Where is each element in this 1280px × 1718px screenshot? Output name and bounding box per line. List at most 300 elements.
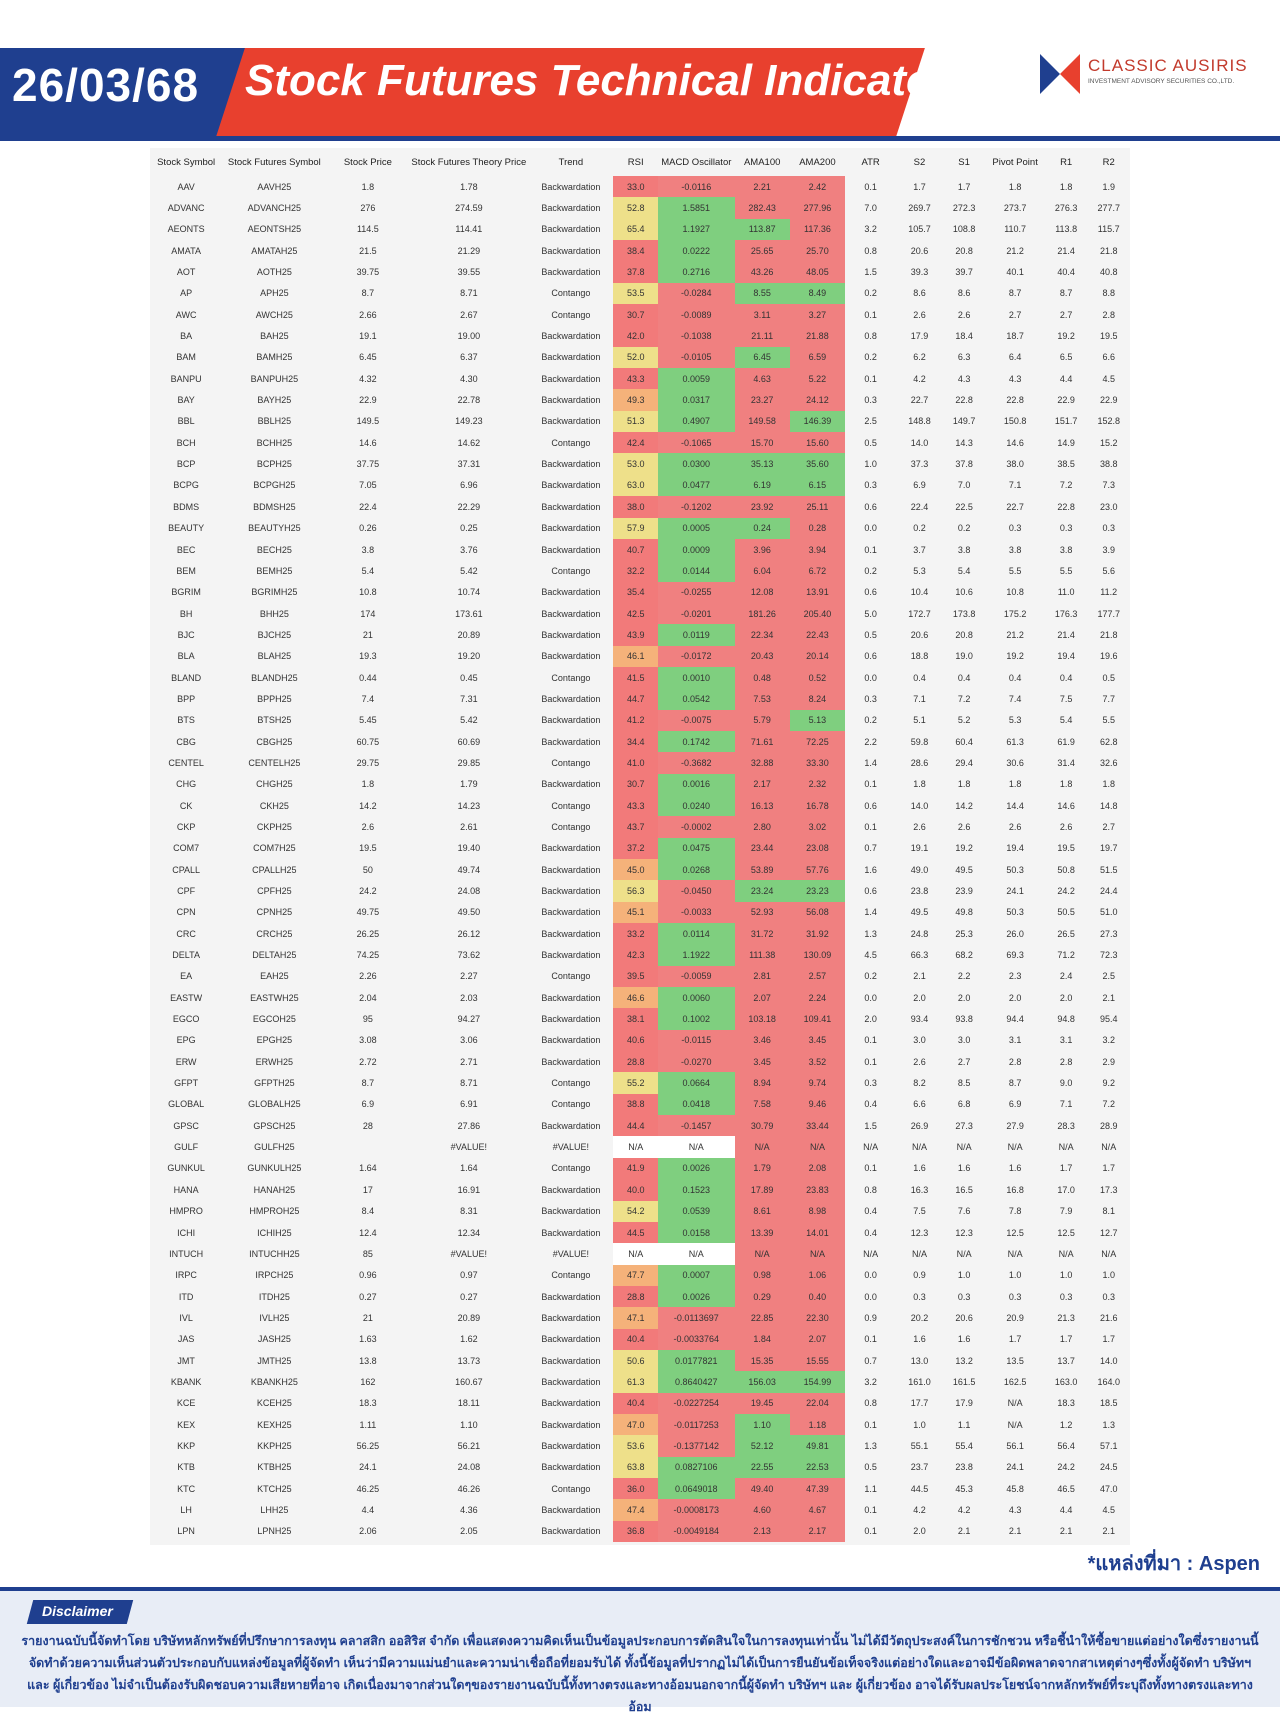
table-cell: N/A	[911, 1248, 927, 1259]
table-cell: 0.0	[864, 1291, 877, 1302]
table-cell: 21.8	[1099, 629, 1118, 640]
table-cell: 0.0009	[658, 539, 735, 560]
table-cell: 47.4	[613, 1499, 658, 1520]
table-cell: 26.25	[356, 928, 380, 939]
table-cell: 41.0	[613, 752, 658, 773]
table-cell: 28	[362, 1120, 373, 1131]
table-cell: 44.4	[613, 1115, 658, 1136]
table-cell: 37.2	[613, 838, 658, 859]
table-cell: 0.6	[864, 501, 877, 512]
table-cell: N/A	[735, 1136, 790, 1157]
table-cell: 2.03	[460, 992, 478, 1003]
header-rule	[0, 136, 1280, 141]
table-cell: 0.5	[864, 437, 877, 448]
table-cell: -0.0105	[658, 347, 735, 368]
table-cell: BCPG	[173, 480, 199, 491]
table-cell: Contango	[551, 800, 591, 811]
table-cell: N/A	[1007, 1419, 1023, 1430]
table-cell: 24.1	[1006, 886, 1024, 897]
table-cell: N/A	[863, 1142, 879, 1153]
table-row	[150, 944, 1130, 965]
table-cell: 14.01	[790, 1222, 845, 1243]
table-cell: 0.3	[913, 1291, 926, 1302]
table-cell: 51.0	[1099, 907, 1118, 918]
table-cell: 22.78	[457, 395, 481, 406]
table-cell: 49.5	[955, 864, 973, 875]
table-cell: 2.04	[359, 992, 377, 1003]
table-cell: 26.5	[1057, 928, 1075, 939]
table-cell: 19.5	[1099, 331, 1118, 342]
table-cell: BHH25	[259, 608, 289, 619]
table-row	[150, 795, 1130, 816]
table-cell: N/A	[613, 1243, 658, 1264]
table-cell: 1.0	[1102, 1270, 1115, 1281]
table-cell: 3.46	[735, 1030, 790, 1051]
table-cell: Backwardation	[541, 907, 601, 918]
table-cell: 7.0	[864, 203, 877, 214]
table-cell: 4.3	[1008, 373, 1022, 384]
logo-mark-icon	[1040, 54, 1080, 94]
table-cell: 8.7	[361, 288, 375, 299]
table-cell: 272.3	[952, 203, 976, 214]
table-cell: 1.5	[864, 1120, 877, 1131]
table-cell: 2.08	[790, 1158, 845, 1179]
table-cell: 15.35	[735, 1350, 790, 1371]
table-cell: 40.4	[1057, 267, 1075, 278]
table-cell: 161.0	[908, 1376, 931, 1387]
table-cell: Contango	[551, 437, 591, 448]
column-header: S1	[958, 156, 970, 168]
table-cell: 22.4	[910, 501, 929, 512]
table-cell: 49.75	[356, 907, 380, 918]
table-cell: Contango	[551, 288, 591, 299]
table-cell: KCE	[176, 1398, 196, 1409]
table-cell: 68.2	[955, 950, 973, 961]
table-cell: 6.15	[790, 475, 845, 496]
table-header-row	[150, 148, 1130, 176]
table-cell: 111.38	[735, 944, 790, 965]
table-cell: 0.3	[864, 1078, 877, 1089]
table-cell: 47.39	[790, 1478, 845, 1499]
table-cell: 24.8	[910, 928, 929, 939]
table-cell: 28.9	[1099, 1120, 1118, 1131]
table-cell: 59.8	[910, 736, 929, 747]
table-cell: AAV	[177, 181, 195, 192]
table-cell: COM7H25	[253, 843, 296, 854]
table-cell: HANA	[173, 1184, 199, 1195]
table-cell: 38.1	[613, 1008, 658, 1029]
table-cell: 8.94	[735, 1072, 790, 1093]
table-cell: 60.69	[457, 736, 481, 747]
table-cell: AOTH25	[256, 267, 292, 278]
table-cell: Backwardation	[541, 1056, 601, 1067]
table-cell: 8.61	[735, 1201, 790, 1222]
table-cell: N/A	[658, 1243, 735, 1264]
table-cell: 46.5	[1057, 1483, 1075, 1494]
table-cell: 53.6	[613, 1435, 658, 1456]
table-row	[150, 752, 1130, 773]
table-cell: 2.0	[957, 992, 971, 1003]
table-cell: 0.8	[864, 245, 877, 256]
table-cell: 9.74	[790, 1072, 845, 1093]
table-cell: 8.5	[957, 1078, 971, 1089]
table-cell: 4.5	[1102, 373, 1115, 384]
table-cell: 1.1	[864, 1483, 877, 1494]
table-cell: 14.4	[1006, 800, 1024, 811]
table-cell: 1.0	[1008, 1270, 1022, 1281]
table-cell: 1.10	[735, 1414, 790, 1435]
table-cell: 0.0005	[658, 518, 735, 539]
table-cell: -0.1377142	[658, 1435, 735, 1456]
table-cell: 2.1	[1102, 1526, 1115, 1537]
table-cell: N/A	[956, 1248, 972, 1259]
table-cell: 17	[362, 1184, 373, 1195]
table-cell: LH	[180, 1504, 192, 1515]
table-cell: 0.6	[864, 587, 877, 598]
table-cell: 156.03	[735, 1371, 790, 1392]
table-cell: 43.7	[613, 816, 658, 837]
table-cell: 50.3	[1006, 907, 1024, 918]
table-cell: 63.0	[613, 475, 658, 496]
table-cell: 7.7	[1102, 693, 1115, 704]
table-cell: Backwardation	[541, 736, 601, 747]
table-cell: 6.45	[359, 352, 377, 363]
table-cell: 47.7	[613, 1265, 658, 1286]
table-cell: 23.27	[735, 389, 790, 410]
table-cell: 40.7	[613, 539, 658, 560]
table-cell: 72.25	[790, 731, 845, 752]
table-cell: 21.6	[1099, 1312, 1118, 1323]
table-cell: 42.0	[613, 325, 658, 346]
table-cell: 32.6	[1099, 757, 1118, 768]
table-cell: 14.6	[1057, 800, 1075, 811]
table-cell: Backwardation	[541, 629, 601, 640]
table-cell: 7.1	[913, 693, 926, 704]
table-cell: 1.6	[864, 864, 877, 875]
table-cell: 2.17	[790, 1521, 845, 1542]
table-cell: 0.1	[864, 1334, 877, 1345]
table-row	[150, 816, 1130, 837]
table-cell: 61.3	[613, 1371, 658, 1392]
table-cell: 73.62	[457, 950, 481, 961]
table-cell: 38.8	[613, 1094, 658, 1115]
table-cell: 10.74	[457, 587, 481, 598]
table-cell: 50.5	[1057, 907, 1075, 918]
table-cell: 1.0	[1059, 1270, 1073, 1281]
table-cell: GULFH25	[254, 1142, 295, 1153]
table-cell: 48.05	[790, 261, 845, 282]
table-cell: 8.24	[790, 688, 845, 709]
table-cell: Contango	[551, 757, 591, 768]
table-cell: 69.3	[1006, 950, 1024, 961]
table-cell: 21.8	[1099, 245, 1118, 256]
table-cell: 0.2716	[658, 261, 735, 282]
table-cell: DELTA	[172, 950, 200, 961]
table-cell: BCHH25	[256, 437, 293, 448]
table-cell: 3.08	[359, 1035, 377, 1046]
table-cell: 62.8	[1099, 736, 1118, 747]
table-cell: 51.5	[1099, 864, 1118, 875]
table-cell: 149.23	[455, 416, 483, 427]
table-cell: 12.5	[1006, 1227, 1024, 1238]
table-cell: 14.9	[1057, 437, 1075, 448]
table-cell: 0.0177821	[658, 1350, 735, 1371]
table-row	[150, 1030, 1130, 1051]
table-cell: EA	[180, 971, 193, 982]
table-cell: 49.8	[955, 907, 973, 918]
table-cell: 1.79	[735, 1158, 790, 1179]
table-cell: 60.4	[955, 736, 973, 747]
table-cell: 2.6	[913, 1056, 926, 1067]
table-cell: 56.21	[457, 1440, 481, 1451]
table-cell: 6.8	[957, 1099, 971, 1110]
table-cell: 3.96	[735, 539, 790, 560]
table-cell: 154.99	[790, 1371, 845, 1392]
table-cell: 35.13	[735, 453, 790, 474]
table-cell: 5.5	[1102, 715, 1115, 726]
table-cell: 18.11	[457, 1398, 480, 1409]
table-cell: 1.1922	[658, 944, 735, 965]
table-cell: AEONTS	[167, 224, 205, 235]
table-cell: 4.3	[957, 373, 971, 384]
table-cell: 4.5	[1102, 1504, 1115, 1515]
table-cell: 41.9	[613, 1158, 658, 1179]
table-cell: 26.9	[910, 1120, 929, 1131]
table-cell: 23.24	[735, 880, 790, 901]
table-cell: 2.6	[957, 821, 971, 832]
table-cell: 2.42	[790, 176, 845, 197]
table-cell: 2.07	[735, 987, 790, 1008]
table-cell: 0.5	[864, 1462, 877, 1473]
table-cell: 0.0	[864, 1270, 877, 1281]
table-cell: BH	[179, 608, 193, 619]
table-cell: 162.5	[1003, 1376, 1027, 1387]
table-cell: 19.1	[910, 843, 929, 854]
table-cell: 13.7	[1057, 1355, 1075, 1366]
table-row	[150, 667, 1130, 688]
table-cell: -0.0113697	[658, 1307, 735, 1328]
table-cell: 3.52	[790, 1051, 845, 1072]
table-cell: 12.3	[955, 1227, 973, 1238]
table-cell: 19.5	[359, 843, 377, 854]
table-cell: 95.4	[1099, 1014, 1118, 1025]
table-cell: BEM	[176, 565, 196, 576]
table-cell: 7.3	[1102, 480, 1115, 491]
table-cell: 2.5	[864, 416, 877, 427]
table-cell: Backwardation	[541, 950, 601, 961]
table-cell: -0.0002	[658, 816, 735, 837]
table-cell: ICHI	[177, 1227, 196, 1238]
table-cell: 181.26	[735, 603, 790, 624]
table-cell: 0.1	[864, 1504, 877, 1515]
table-cell: 12.7	[1099, 1227, 1118, 1238]
table-cell: 39.7	[955, 267, 973, 278]
table-cell: 1.6	[913, 1163, 926, 1174]
table-cell: 38.0	[613, 496, 658, 517]
table-cell: 12.5	[1057, 1227, 1075, 1238]
table-cell: 0.0418	[658, 1094, 735, 1115]
table-cell: 94.27	[457, 1014, 481, 1025]
table-cell: 13.91	[790, 582, 845, 603]
table-row	[150, 176, 1130, 197]
table-cell: 0.48	[735, 667, 790, 688]
table-cell: 19.2	[1006, 651, 1024, 662]
table-row	[150, 1307, 1130, 1328]
table-cell: 60.75	[356, 736, 380, 747]
table-cell: AOT	[176, 267, 196, 278]
table-cell: 31.92	[790, 923, 845, 944]
table-cell: 2.0	[913, 1526, 926, 1537]
table-row	[150, 496, 1130, 517]
table-cell: 39.75	[356, 267, 380, 278]
table-cell: 1.79	[460, 779, 478, 790]
table-cell: -0.3682	[658, 752, 735, 773]
table-cell: KBANK	[170, 1376, 202, 1387]
table-row	[150, 1072, 1130, 1093]
table-cell: 19.45	[735, 1393, 790, 1414]
table-cell: 1.7	[1102, 1163, 1115, 1174]
table-cell: CHG	[176, 779, 197, 790]
table-cell: 7.4	[361, 693, 375, 704]
table-cell: 2.6	[957, 309, 971, 320]
table-cell: 161.5	[952, 1376, 976, 1387]
column-header: ATR	[861, 156, 880, 168]
table-cell: Backwardation	[541, 544, 601, 555]
table-cell: 0.26	[359, 523, 377, 534]
table-cell: BEC	[176, 544, 196, 555]
table-cell: 47.0	[1099, 1483, 1118, 1494]
table-cell: 37.75	[356, 459, 380, 470]
table-cell: N/A	[790, 1243, 845, 1264]
table-cell: 0.0300	[658, 453, 735, 474]
table-cell: ERW	[175, 1056, 197, 1067]
table-cell: 21.4	[1057, 629, 1075, 640]
table-cell: 13.2	[955, 1355, 973, 1366]
table-cell: 1.8	[913, 779, 926, 790]
table-cell: ERWH25	[255, 1056, 294, 1067]
table-cell: 5.45	[359, 715, 377, 726]
table-cell: 23.8	[955, 1462, 973, 1473]
table-cell: 25.65	[735, 240, 790, 261]
table-cell: 0.0	[864, 523, 877, 534]
table-cell: 0.0114	[658, 923, 735, 944]
table-cell: BECH25	[256, 544, 292, 555]
table-cell: 74.25	[356, 950, 380, 961]
table-cell: 150.8	[1003, 416, 1027, 427]
table-cell: Backwardation	[541, 1334, 601, 1345]
table-cell: 0.1742	[658, 731, 735, 752]
table-row	[150, 539, 1130, 560]
table-cell: 0.0059	[658, 368, 735, 389]
table-row	[150, 582, 1130, 603]
column-header: Stock Symbol	[157, 156, 216, 168]
table-cell: N/A	[1101, 1142, 1117, 1153]
table-row	[150, 1499, 1130, 1520]
table-cell: 7.1	[1059, 1099, 1073, 1110]
table-cell: 5.4	[1059, 715, 1073, 726]
table-row	[150, 1158, 1130, 1179]
table-cell: 11.0	[1057, 587, 1075, 598]
table-cell: 56.25	[356, 1440, 380, 1451]
table-cell: LPN	[177, 1526, 195, 1537]
table-cell: 175.2	[1003, 608, 1027, 619]
table-cell: 5.3	[913, 565, 926, 576]
table-cell: 0.9	[913, 1270, 926, 1281]
table-cell: 46.26	[457, 1483, 481, 1494]
table-cell: BGRIM	[171, 587, 201, 598]
table-cell: 2.05	[460, 1526, 478, 1537]
table-cell: HMPRO	[169, 1206, 203, 1217]
table-cell: 3.94	[790, 539, 845, 560]
table-cell: 0.2	[864, 352, 877, 363]
table-cell: 3.8	[361, 544, 375, 555]
table-cell: 1.5	[864, 267, 877, 278]
table-cell: N/A	[1058, 1248, 1074, 1259]
table-cell: 5.79	[735, 710, 790, 731]
table-row	[150, 1350, 1130, 1371]
table-cell: Backwardation	[541, 1440, 601, 1451]
table-cell: 1.7	[1059, 1334, 1073, 1345]
table-cell: 37.8	[955, 459, 973, 470]
table-cell: 27.9	[1006, 1120, 1024, 1131]
table-cell: -0.1065	[658, 432, 735, 453]
table-cell: 57.9	[613, 518, 658, 539]
table-row	[150, 1136, 1130, 1157]
table-cell: 30.79	[735, 1115, 790, 1136]
table-cell: 6.9	[361, 1099, 375, 1110]
table-cell: Backwardation	[541, 501, 601, 512]
table-cell: 38.0	[1006, 459, 1024, 470]
table-cell: CKP	[176, 821, 196, 832]
table-cell: 14.0	[910, 800, 929, 811]
table-cell: 2.8	[1059, 1056, 1073, 1067]
table-cell: 6.6	[913, 1099, 926, 1110]
table-cell: 20.6	[910, 629, 929, 640]
table-cell: 0.4	[864, 1227, 877, 1238]
table-cell: 22.30	[790, 1307, 845, 1328]
table-cell: -0.1202	[658, 496, 735, 517]
table-row	[150, 774, 1130, 795]
table-cell: 55.2	[613, 1072, 658, 1093]
table-cell: 176.3	[1054, 608, 1078, 619]
table-cell: -0.0033764	[658, 1329, 735, 1350]
table-cell: 22.43	[790, 624, 845, 645]
table-cell: 21	[362, 629, 373, 640]
table-cell: KKPH25	[257, 1440, 292, 1451]
table-cell: 18.7	[1006, 331, 1024, 342]
table-cell: CENTEL	[168, 757, 204, 768]
table-cell: 9.0	[1059, 1078, 1073, 1089]
table-cell: 6.2	[913, 352, 926, 363]
table-cell: Backwardation	[541, 608, 601, 619]
table-cell: 25.70	[790, 240, 845, 261]
table-cell: 12.34	[457, 1227, 481, 1238]
table-cell: 2.4	[1059, 971, 1073, 982]
table-cell: BPP	[177, 693, 196, 704]
table-cell: ADVANC	[167, 203, 205, 214]
column-header: AMA200	[799, 156, 836, 168]
table-cell: 0.2	[957, 523, 971, 534]
table-cell: 24.08	[457, 886, 481, 897]
table-row	[150, 1329, 1130, 1350]
source-note: *แหล่งที่มา : Aspen	[1087, 1553, 1260, 1575]
table-cell: 18.4	[955, 331, 973, 342]
table-row	[150, 731, 1130, 752]
table-cell: CENTELH25	[248, 757, 301, 768]
table-cell: 24.1	[359, 1462, 377, 1473]
table-cell: N/A	[1101, 1248, 1117, 1259]
table-cell: 4.4	[1059, 1504, 1073, 1515]
